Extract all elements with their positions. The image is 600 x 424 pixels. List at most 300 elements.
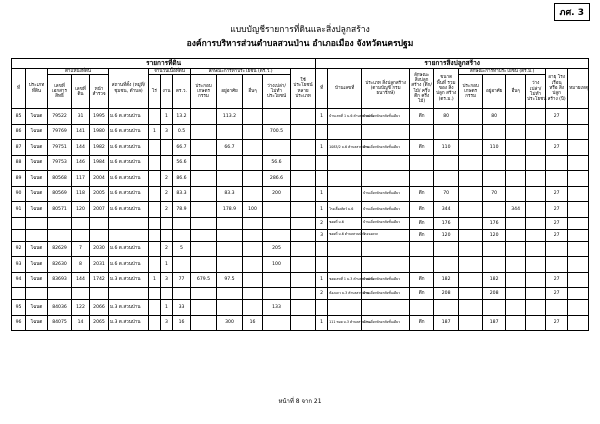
land-cell [291,202,316,218]
building-cell [506,124,526,140]
land-cell: 95 [12,300,26,316]
col-building-no: ที่ [316,69,328,109]
land-cell: โฉนด [26,257,48,273]
land-cell: 2005 [90,186,109,202]
document-subtitle: องค์การบริหารส่วนตำบลสวนป่าน อำเภอเมือง จังหวัดนครปฐม [186,39,414,49]
building-cell [568,300,589,316]
land-cell [173,288,191,300]
building-cell [506,288,526,300]
building-cell: โรงจอดรถ [362,229,410,241]
land-cell [191,257,217,273]
land-cell [263,272,291,288]
land-cell: โฉนด [26,171,48,187]
building-cell [459,140,483,156]
building-cell [483,155,506,171]
land-cell: 1995 [90,109,109,125]
building-cell [526,241,546,257]
land-cell [149,229,161,241]
table-row [12,315,589,331]
land-cell: 56.6 [263,155,291,171]
land-cell [149,257,161,273]
building-cell: 70 [483,186,506,202]
building-cell: บ้านเดี่ยวพักอาศัยชั้นเดียว [362,109,410,125]
land-cell: 178.9 [217,202,243,218]
col-other: อื่นๆ [243,75,263,109]
building-cell [459,186,483,202]
building-cell: บ้านเดี่ยวพักอาศัยชั้นเดียว [362,202,410,218]
building-cell: บ้านเดี่ยวพักอาศัยชั้นเดียว [362,217,410,229]
col-no: ที่ [12,69,26,109]
land-cell: 205 [263,241,291,257]
building-cell [506,315,526,331]
building-cell: 344 [506,202,526,218]
land-cell [191,155,217,171]
land-cell [26,217,48,229]
building-cell: 80 [434,109,459,125]
col-note: หมายเหตุ [568,69,589,109]
land-cell [243,155,263,171]
land-cell [109,217,149,229]
land-cell [90,217,109,229]
land-cell [149,202,161,218]
building-use-heading: ลักษณะการทำประโยชน์ (ตร.ม.) [459,69,546,75]
land-cell: 1 [161,300,173,316]
building-cell [410,171,434,187]
land-cell [109,229,149,241]
building-cell [506,186,526,202]
land-cell [263,109,291,125]
building-cell [362,124,410,140]
land-position-heading: ตำแหน่งที่ดิน [48,69,109,75]
land-cell: 93 [12,257,26,273]
building-cell [434,171,459,187]
table-row [12,300,589,316]
land-cell [263,202,291,218]
land-cell: 66.7 [173,140,191,156]
col-house-no: บ้านเลขที่ [328,69,362,109]
table-row [12,241,589,257]
land-cell: 1742 [90,272,109,288]
land-cell [191,171,217,187]
land-cell [173,217,191,229]
land-cell [291,171,316,187]
land-cell: ม.6 ต.สวนป่าน [109,171,149,187]
land-cell: โฉนด [26,109,48,125]
land-cell [217,217,243,229]
col-building-vacant: ว่าง เปล่า/ ไม่ทำ ประโยชน์ [526,75,546,109]
building-cell: ห้องแถว ม.3 ตำบลสวนป่าน [328,288,362,300]
land-cell [191,229,217,241]
building-cell: 1 [316,272,328,288]
land-cell [191,241,217,257]
land-cell: 80571 [48,202,72,218]
land-cell [263,288,291,300]
col-location: สถานที่ตั้ง (หมู่ที่/ชุมชน, ตำบล) [109,69,149,109]
land-cell [149,241,161,257]
land-cell: 89 [12,171,26,187]
building-cell: บ้านเดี่ยวพักอาศัยชั้นเดียว [362,288,410,300]
land-cell: 94 [12,272,26,288]
land-cell [48,229,72,241]
building-cell [410,300,434,316]
land-cell [149,217,161,229]
land-cell: 83693 [48,272,72,288]
building-cell [483,171,506,187]
col-building-other: อื่นๆ [506,75,526,109]
land-cell [243,229,263,241]
land-cell: 133 [263,300,291,316]
land-cell [149,300,161,316]
land-cell: 144 [72,140,90,156]
building-cell [459,124,483,140]
land-cell [217,171,243,187]
building-cell [568,217,589,229]
land-cell: 700.5 [263,124,291,140]
page-footer: หน้าที่ 8 จาก 21 [278,398,322,405]
land-cell [191,217,217,229]
land-cell [263,229,291,241]
land-cell: ม.6 ต.สวนป่าน [109,109,149,125]
land-cell: 96 [12,315,26,331]
building-cell [434,124,459,140]
building-cell: 111 ซอย ม.3 ตำบลสวนป่าน [328,315,362,331]
land-cell: 83.3 [217,186,243,202]
building-cell [459,315,483,331]
land-cell [149,288,161,300]
land-cell: 56.6 [173,155,191,171]
building-cell [328,300,362,316]
building-cell [526,109,546,125]
land-cell [243,217,263,229]
building-cell: ตึก [410,186,434,202]
building-cell [546,241,568,257]
land-cell [291,155,316,171]
building-cell: ตึก [410,288,434,300]
building-cell: 110 [483,140,506,156]
land-cell [217,300,243,316]
land-cell: 122 [72,300,90,316]
land-cell: ม.6 ต.สวนป่าน [109,241,149,257]
land-cell: ม.6 ต.สวนป่าน [109,257,149,273]
land-cell: 79769 [48,124,72,140]
building-cell: บ้านเลขที่ 1 ม.6 ตำบลสวนป่าน [328,109,362,125]
building-cell [506,217,526,229]
land-cell: โฉนด [26,315,48,331]
building-cell [316,124,328,140]
table-row [12,186,589,202]
building-cell [434,155,459,171]
land-cell [243,241,263,257]
land-cell [243,272,263,288]
land-cell: 200 [263,186,291,202]
building-cell: 2 [316,217,328,229]
col-building-agri: ประกอบ เกษตร กรรม [459,75,483,109]
land-cell [243,300,263,316]
building-cell: ตึก [410,202,434,218]
building-cell [483,257,506,273]
land-cell: 2 [161,202,173,218]
table-subrow [12,288,589,300]
building-cell [526,315,546,331]
land-use-heading: ลักษณะการทำประโยชน์ (ตร.ว.) [191,69,291,75]
land-cell [12,217,26,229]
land-cell: 88 [12,155,26,171]
land-cell: 92 [12,241,26,257]
land-cell [291,315,316,331]
building-cell [316,155,328,171]
land-cell: 144 [72,272,90,288]
land-cell [243,124,263,140]
land-cell: โฉนด [26,241,48,257]
land-cell [149,315,161,331]
land-cell: 31 [72,109,90,125]
table-row [12,109,589,125]
land-cell: 78.9 [173,202,191,218]
land-cell: 86.6 [173,171,191,187]
land-cell [243,288,263,300]
building-cell [526,272,546,288]
register-table [11,58,589,331]
building-cell: บ้านเดี่ยวพักอาศัยชั้นเดียว [362,272,410,288]
land-cell [291,124,316,140]
building-cell [568,124,589,140]
land-cell [173,257,191,273]
building-cell [526,124,546,140]
building-cell [526,155,546,171]
land-cell: โฉนด [26,155,48,171]
land-cell: โฉนด [26,140,48,156]
land-cell: 100 [243,202,263,218]
building-cell [526,288,546,300]
land-cell [90,288,109,300]
building-cell [328,155,362,171]
land-cell [291,140,316,156]
col-residential: อยู่อาศัย [217,75,243,109]
building-cell: 1 [316,109,328,125]
land-cell [263,315,291,331]
building-cell: 27 [546,272,568,288]
land-cell: 2031 [90,257,109,273]
land-cell: 79751 [48,140,72,156]
land-cell [191,315,217,331]
land-cell [149,155,161,171]
land-cell [26,229,48,241]
land-cell: 120 [72,202,90,218]
col-building-type: ประเภท สิ่งปลูกสร้าง (ตามบัญชี กรมธนารักษ์) [362,69,410,109]
building-cell: 1 [316,186,328,202]
building-cell [328,241,362,257]
building-cell: ตึก [410,217,434,229]
building-cell: 120 [483,229,506,241]
form-code: ภศ. 3 [554,3,590,21]
land-cell [191,202,217,218]
building-cell [506,241,526,257]
building-cell [568,109,589,125]
building-cell [526,202,546,218]
land-cell: 1 [149,272,161,288]
col-rai: ไร่ [149,75,161,109]
table-row [12,171,589,187]
land-cell [149,140,161,156]
building-cell [362,155,410,171]
building-cell [434,300,459,316]
land-cell: 2030 [90,241,109,257]
land-cell: ม.3 ต.สวนป่าน [109,300,149,316]
building-cell [434,241,459,257]
land-cell [291,272,316,288]
building-cell [568,171,589,187]
building-cell [316,300,328,316]
col-vacant: ว่างเปล่า/ ไม่ทำ ประโยชน์ [263,75,291,109]
building-cell [546,155,568,171]
building-cell: ตึก [410,315,434,331]
land-cell: 77 [173,272,191,288]
land-cell: 141 [72,124,90,140]
land-cell: 0.5 [173,124,191,140]
land-cell: 66.7 [217,140,243,156]
building-cell [506,272,526,288]
land-cell [109,288,149,300]
land-cell [217,241,243,257]
land-cell: 1 [161,109,173,125]
building-cell [568,202,589,218]
land-cell: 87 [12,140,26,156]
table-subrow [12,229,589,241]
col-building-kind: ลักษณะ สิ่งปลูก สร้าง (ตึก/ไม้/ ครึ่งตึก ครึ่งไม้) [410,69,434,109]
land-cell [72,288,90,300]
land-cell: 86 [12,124,26,140]
land-cell [243,171,263,187]
land-cell [291,257,316,273]
land-cell: ม.3 ต.สวนป่าน [109,272,149,288]
building-cell [546,124,568,140]
building-cell [568,272,589,288]
building-cell: ซอยเลขที่ 1 ม.3 ตำบลสวนป่าน [328,272,362,288]
col-deed-no: เลขที่ เอกสาร สิทธิ์ [48,75,72,109]
land-cell [217,288,243,300]
building-cell: 3 [316,229,328,241]
land-cell [161,229,173,241]
building-cell [526,217,546,229]
table-row [12,272,589,288]
building-cell [526,300,546,316]
building-cell: 1083/2 ม.6 ตำบลสวนป่าน [328,140,362,156]
land-cell: 113.2 [217,109,243,125]
building-cell: 344 [434,202,459,218]
col-agri: ประกอบ เกษตร กรรม [191,75,217,109]
building-cell [459,272,483,288]
land-cell [291,288,316,300]
table-row [12,202,589,218]
land-cell: 3 [161,315,173,331]
building-cell [328,257,362,273]
land-cell [243,140,263,156]
land-cell [26,288,48,300]
building-cell [506,300,526,316]
building-cell [362,257,410,273]
land-cell: 3 [161,124,173,140]
building-cell: 182 [483,272,506,288]
land-cell: 1982 [90,140,109,156]
building-cell [526,140,546,156]
building-cell [459,171,483,187]
building-cell [568,257,589,273]
land-cell: 85 [12,109,26,125]
land-cell: 84036 [48,300,72,316]
land-cell [291,217,316,229]
land-cell: ม.6 ต.สวนป่าน [109,202,149,218]
building-cell: โรงเลี้ยงสัตว์ ม.6 [328,202,362,218]
land-cell [191,109,217,125]
building-cell [459,257,483,273]
land-cell [217,124,243,140]
land-cell [161,140,173,156]
land-cell: 1 [149,124,161,140]
building-cell [328,171,362,187]
building-cell: 27 [546,109,568,125]
col-ngan: งาน [161,75,173,109]
land-cell: 83.3 [173,186,191,202]
building-cell [483,124,506,140]
building-cell: 27 [546,315,568,331]
land-cell: โฉนด [26,186,48,202]
building-cell: 1 [316,202,328,218]
building-cell [568,288,589,300]
land-section-heading: รายการที่ดิน [12,59,316,69]
building-cell: ตึก [410,140,434,156]
building-cell: บ้านเดี่ยวพักอาศัยชั้นเดียว [362,186,410,202]
land-cell: 16 [243,315,263,331]
building-cell [546,257,568,273]
land-cell [243,257,263,273]
building-cell [316,257,328,273]
building-cell [568,140,589,156]
land-cell: 80569 [48,186,72,202]
land-cell: 82630 [48,257,72,273]
land-cell [291,241,316,257]
land-cell [72,229,90,241]
land-cell [291,186,316,202]
building-cell: 110 [434,140,459,156]
building-cell: 208 [434,288,459,300]
land-cell [191,186,217,202]
land-cell: 97.5 [217,272,243,288]
building-cell [459,202,483,218]
col-deed-type: ประเภท ที่ดิน [26,69,48,109]
building-cell [459,229,483,241]
building-cell [483,241,506,257]
table-row [12,155,589,171]
land-area-heading: จำนวนเนื้อที่ดิน [149,69,191,75]
land-cell [291,109,316,125]
land-cell: ม.6 ต.สวนป่าน [109,140,149,156]
land-cell [263,217,291,229]
building-cell [328,186,362,202]
land-cell: 2 [161,186,173,202]
col-survey-page: หน้า สำรวจ [90,75,109,109]
land-cell [243,186,263,202]
col-mixed-use: ใช้ ประโยชน์ หลาย ประเภท [291,69,316,109]
building-cell [410,257,434,273]
building-cell: 182 [434,272,459,288]
building-cell: ตึก [410,109,434,125]
building-cell [568,155,589,171]
land-cell: โฉนด [26,202,48,218]
land-cell: 3 [161,272,173,288]
building-cell: 1 [316,140,328,156]
land-cell: 286.6 [263,171,291,187]
land-cell [191,124,217,140]
